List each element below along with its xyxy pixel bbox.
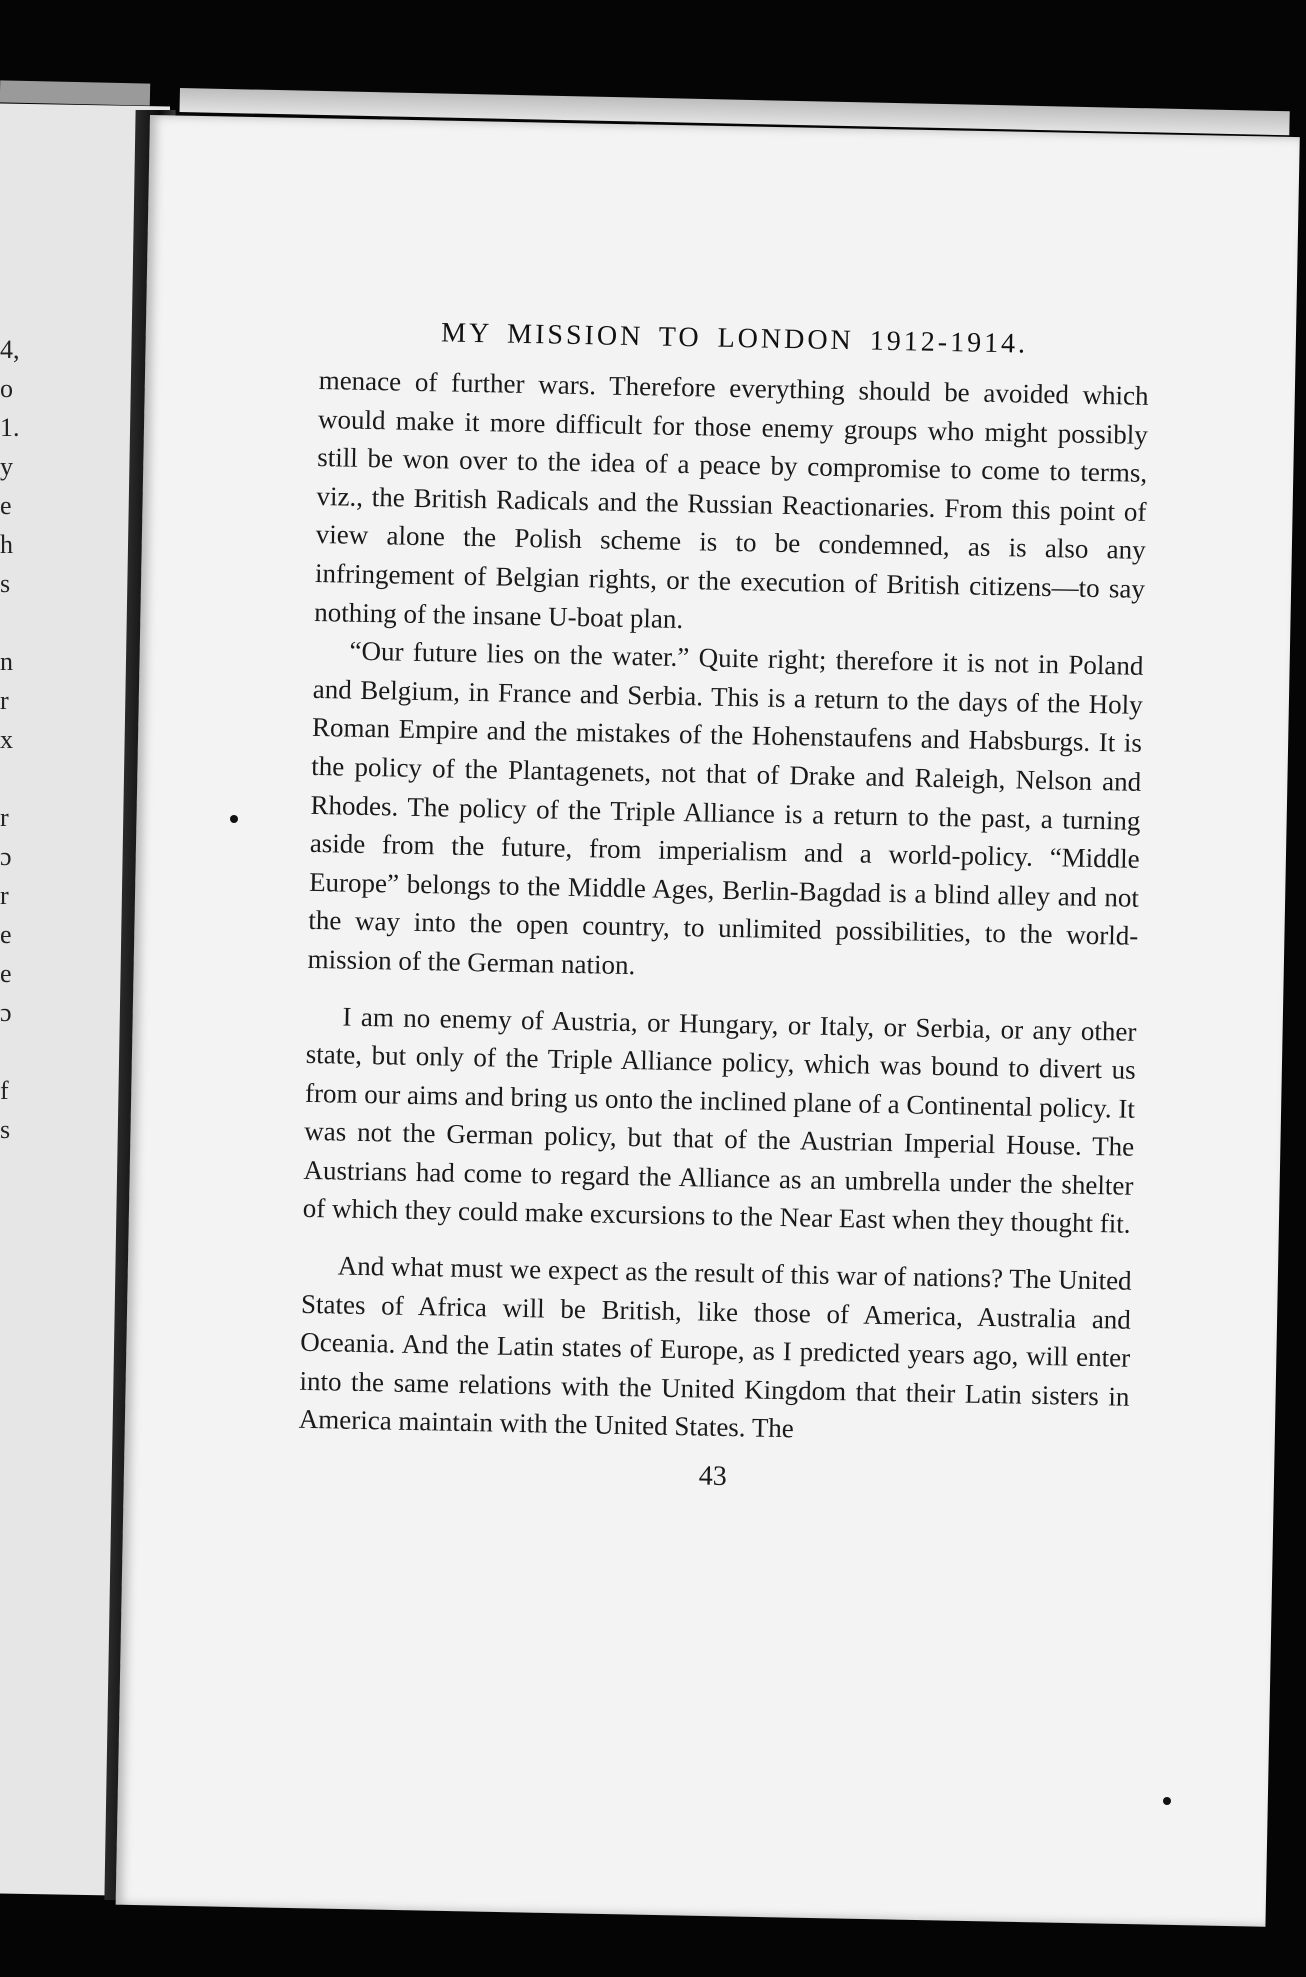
left-char: s	[0, 569, 11, 598]
left-char: h	[0, 530, 13, 559]
scan-speck	[1163, 1797, 1171, 1805]
left-char: ɔ	[0, 842, 12, 871]
left-char: n	[0, 647, 13, 676]
left-char: r	[0, 686, 9, 715]
left-char: r	[0, 881, 9, 910]
scan-speck	[230, 815, 238, 823]
page-text-block	[298, 315, 1150, 1501]
running-head: MY MISSION TO LONDON 1912-1914.	[440, 317, 1029, 360]
paragraph-2: “Our future lies on the water.” Quite right; therefore it is not in Poland and Belgium, in France and Serbia. This is a return to the days of the Holy Roman Empire and the mistakes of the Hohenstaufens and Habsburgs. It is the policy of the Plantagenets, not that of Drake and Raleigh, Nelson and Rhodes. The policy of the Triple Alliance is a return to the past, a turning aside from the future, from imperialism and a world-policy. “Middle Europe” belongs to the Middle Ages, Berlin-Bagdad is a blind alley and not the way into the open country, to unlimited possibilities, to the world-mission of the German nation.	[307, 635, 1144, 981]
left-char: e	[0, 491, 12, 520]
left-char: 4,	[0, 335, 20, 364]
left-char: e	[0, 920, 12, 949]
left-char	[0, 759, 20, 798]
left-char: o	[0, 374, 13, 403]
left-page-cropped-text	[0, 330, 20, 1230]
page-number: 43	[698, 1460, 728, 1493]
left-page-top-edge	[0, 80, 150, 105]
paragraph-1: menace of further wars. Therefore everything should be avoided which would make it more difficult for those enemy groups who might possibly still be won over to the idea of a peace by compromise to come to terms, viz., the British Radicals and the Russian Reactionaries. From this point of view alone the Polish scheme is to be condemned, as is also any infringement of Belgian rights, or the execution of British citizens—to say nothing of the insane U-boat plan.	[314, 364, 1149, 634]
left-char: s	[0, 1115, 11, 1144]
left-char: y	[0, 452, 13, 481]
left-char	[0, 1032, 20, 1071]
paragraph-4: And what must we expect as the result of this war of nations? The United States of Africa will be British, like those of America, Australia and Oceania. And the Latin states of Europe, as I predicted years ago, will enter into the same relations with the United Kingdom that their Latin sisters in America maintain with the United States. The	[298, 1250, 1132, 1444]
left-char: 1.	[0, 413, 20, 442]
left-char: e	[0, 959, 12, 988]
left-char: f	[0, 1076, 9, 1105]
left-char	[0, 603, 20, 642]
left-char: r	[0, 803, 9, 832]
left-char: x	[0, 725, 13, 754]
paragraph-3: I am no enemy of Austria, or Hungary, or Italy, or Serbia, or any other state, but only of the Triple Alliance policy, which was bound to divert us from our aims and bring us onto the inclined plane of a Continental policy. It was not the German policy, but that of the Austrian Imperial House. The Austrians had come to regard the Alliance as an umbrella under the shelter of which they could make excursions to the Near East when they thought fit.	[302, 1001, 1137, 1240]
left-char: ɔ	[0, 998, 12, 1027]
